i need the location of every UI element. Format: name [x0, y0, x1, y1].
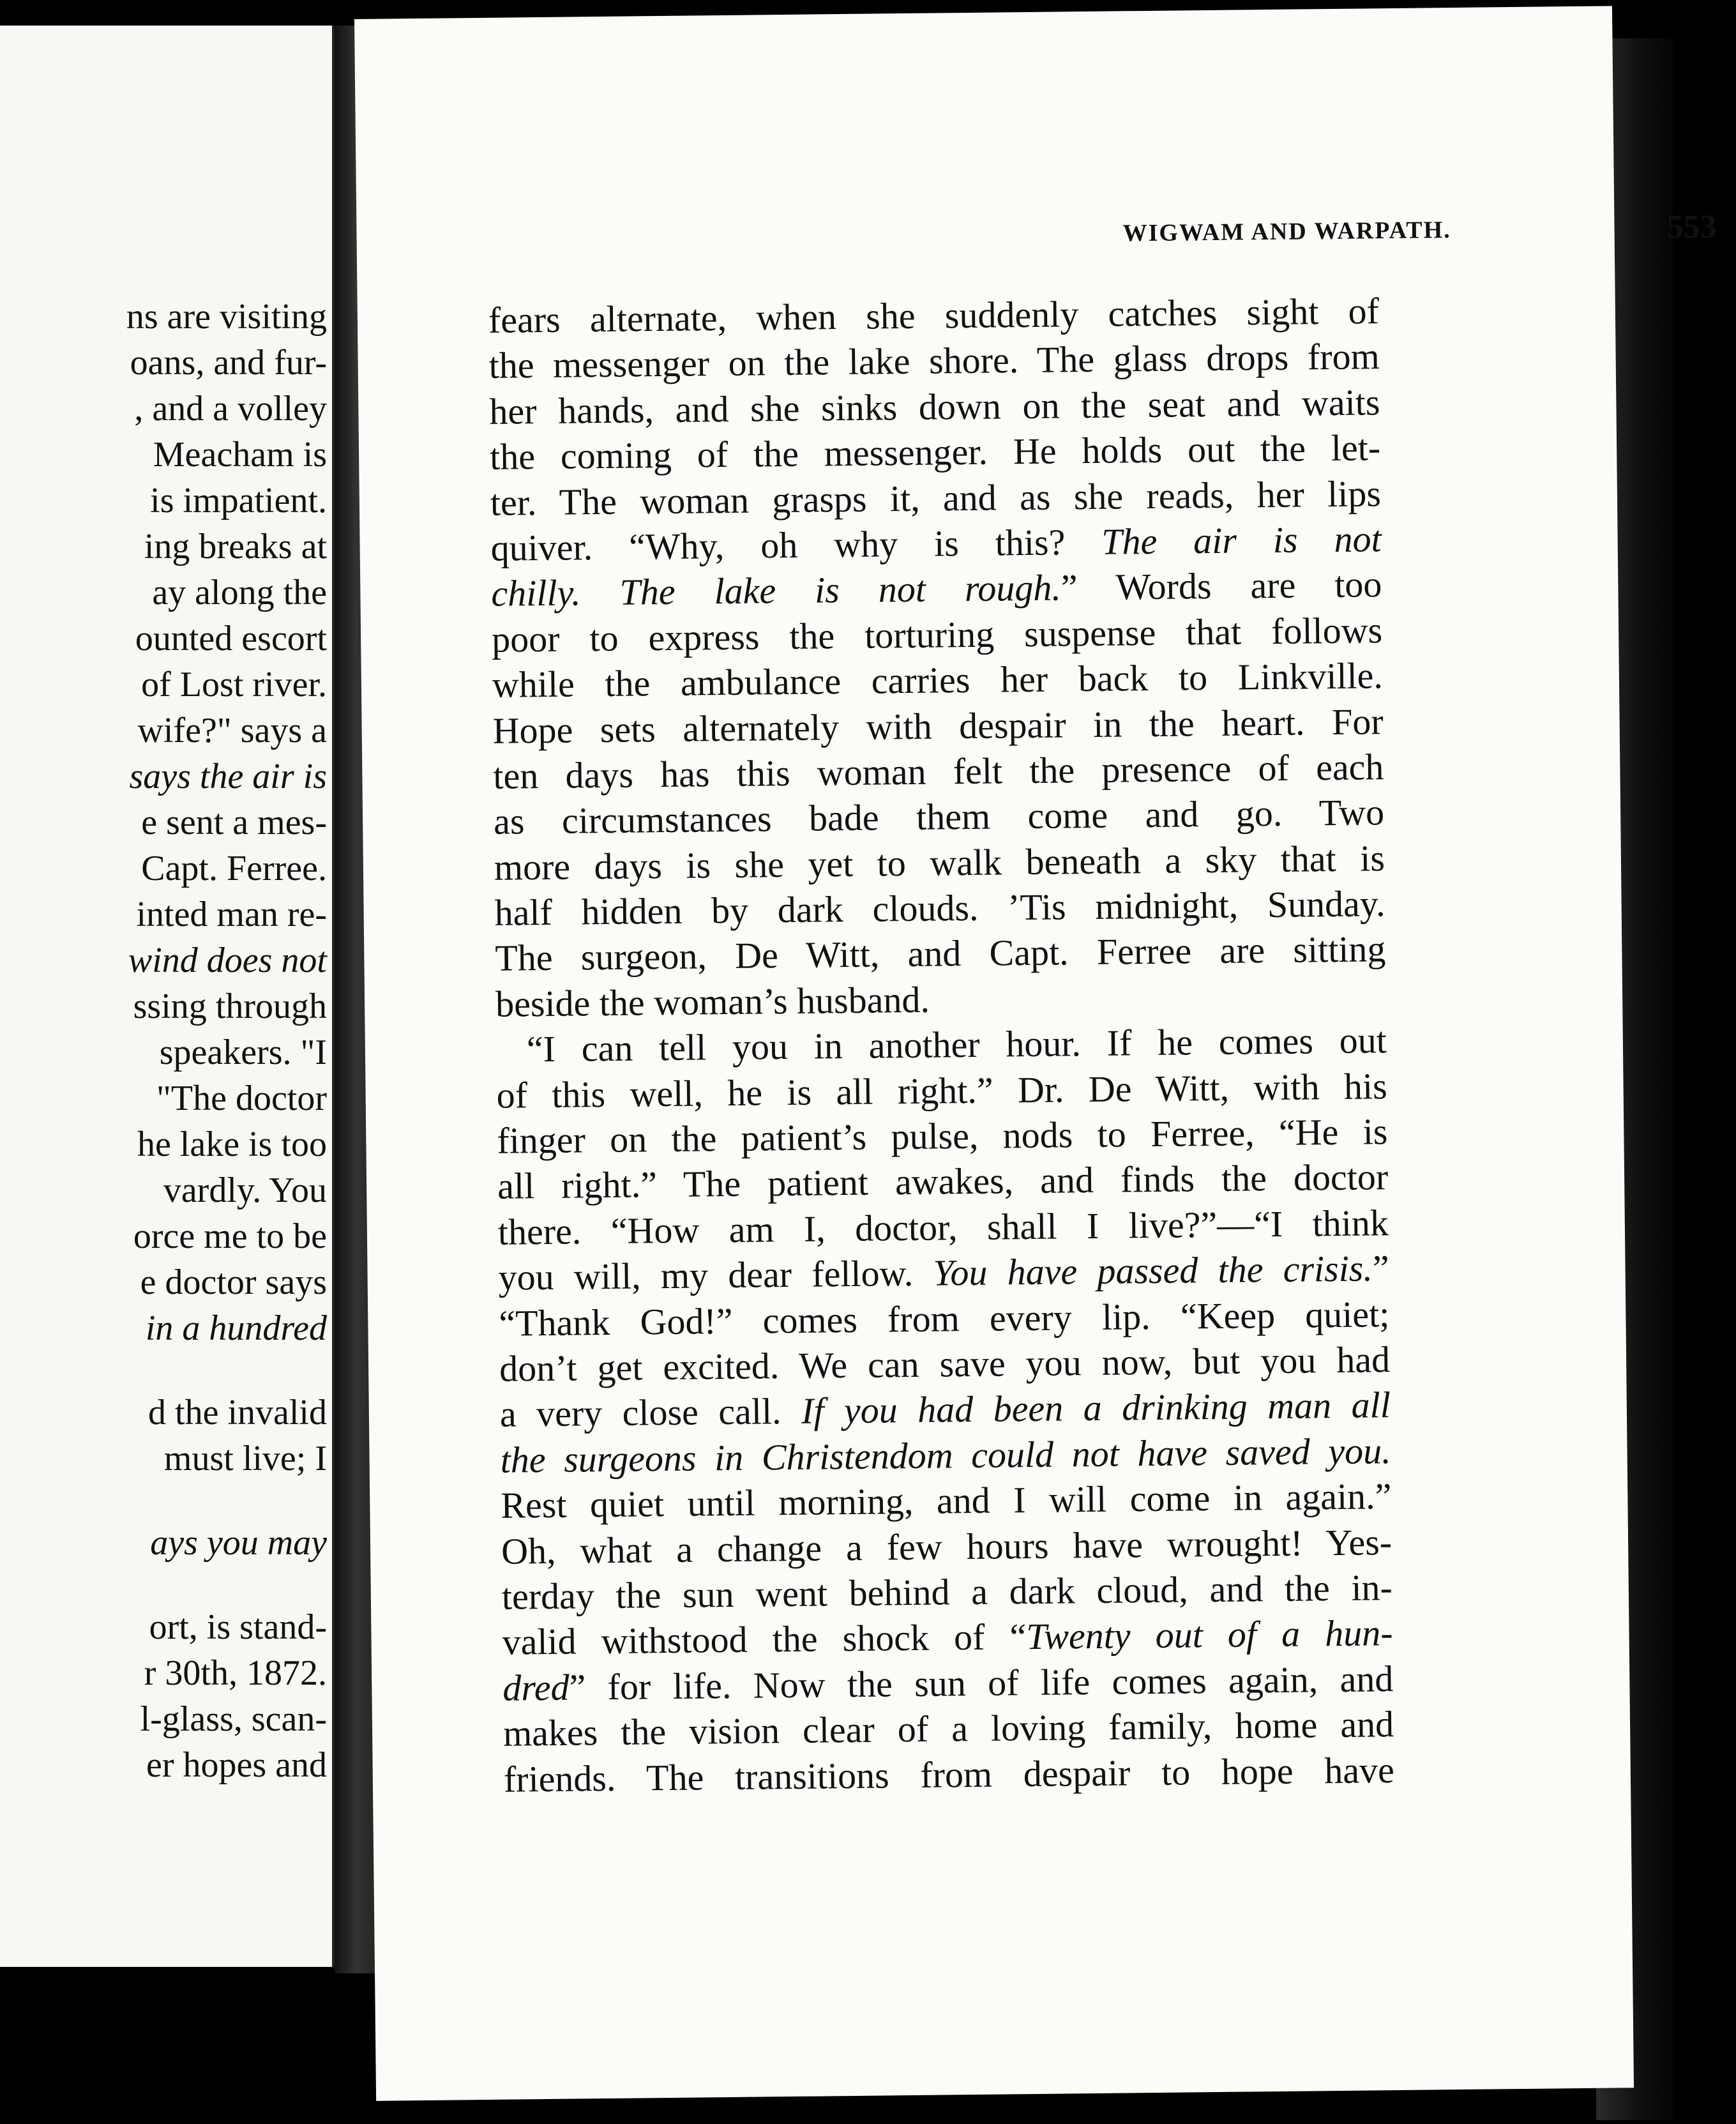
text-run: don’t get excited. We can save you now, but you had: [499, 1339, 1391, 1390]
left-page-line: wind does not: [128, 941, 327, 980]
left-page-line: d the invalid: [148, 1393, 327, 1432]
right-page: [354, 6, 1717, 2100]
italic-text: The air is not: [1101, 518, 1382, 563]
left-page-line: must live; I: [163, 1439, 327, 1478]
left-page-line: e doctor says: [140, 1263, 327, 1302]
text-run: makes the vision clear of a loving family, home and: [502, 1703, 1394, 1754]
left-page: [0, 26, 335, 1967]
text-run: the messenger on the lake shore. The glass drops from: [488, 335, 1380, 387]
left-page-line: er hopes and: [146, 1745, 327, 1785]
text-run: while the ambulance carries her back to Linkville.: [492, 655, 1384, 706]
text-run: her hands, and she sinks down on the seat and waits: [489, 381, 1380, 432]
italic-text: dred: [502, 1666, 570, 1709]
text-line: [503, 1747, 1394, 1802]
text-run: “I can tell you in another hour. If he comes out: [526, 1019, 1387, 1070]
left-page-gap: [0, 1566, 327, 1604]
left-page-line: ns are visiting: [126, 297, 327, 337]
text-run: ” for life. Now the sun of life comes again, and: [569, 1657, 1394, 1708]
text-run: as circumstances bade them come and go. Two: [493, 791, 1385, 843]
text-run: Rest quiet until morning, and I will come in again.”: [501, 1475, 1392, 1526]
left-page-line: ounted escort: [135, 619, 327, 658]
text-run: finger on the patient’s pulse, nods to Ferree, “He is: [497, 1111, 1388, 1162]
italic-text: chilly. The lake is not rough.: [491, 566, 1062, 615]
text-run: half hidden by dark clouds. ’Tis midnight, Sunday.: [494, 883, 1385, 934]
text-run: ”: [1372, 1247, 1389, 1289]
left-page-line: wife?" says a: [137, 711, 327, 750]
text-run: Oh, what a change a few hours have wrought! Yes-: [501, 1521, 1393, 1572]
left-page-line: e sent a mes-: [141, 803, 327, 842]
italic-text: You have passed the crisis.: [933, 1247, 1373, 1294]
left-page-line: l-glass, scan-: [140, 1699, 327, 1739]
text-run: poor to express the torturing suspense that follows: [491, 609, 1383, 660]
left-page-line: orce me to be: [133, 1217, 327, 1256]
left-page-line: r 30th, 1872.: [144, 1653, 327, 1693]
text-line: [495, 927, 1386, 982]
text-run: there. “How am I, doctor, shall I live?”—“I think: [497, 1201, 1389, 1253]
text-run: beside the woman’s husband.: [495, 978, 930, 1025]
text-run: more days is she yet to walk beneath a sky that is: [494, 837, 1385, 888]
left-page-line: "The doctor: [156, 1079, 327, 1118]
text-run: ter. The woman grasps it, and as she reads, her lips: [490, 472, 1382, 524]
text-run: quiver. “Why, oh why is this?: [490, 520, 1102, 569]
text-run: friends. The transitions from despair to hope have: [503, 1749, 1395, 1800]
left-page-line: oans, and fur-: [130, 343, 327, 383]
left-page-line: ing breaks at: [144, 527, 327, 566]
text-run: The surgeon, De Witt, and Capt. Ferree are sitting: [495, 928, 1386, 980]
left-page-line: inted man re-: [136, 895, 327, 934]
left-page-line: says the air is: [129, 757, 327, 796]
running-head: [765, 208, 1717, 268]
body-text: [488, 288, 1395, 1802]
text-run: Hope sets alternately with despair in the heart. For: [492, 700, 1384, 752]
text-run: “Thank God!” comes from every lip. “Keep quiet;: [499, 1293, 1390, 1344]
left-page-line: Meacham is: [153, 435, 327, 474]
left-page-line: vardly. You: [163, 1171, 327, 1210]
left-page-line: ay along the: [152, 573, 327, 612]
text-run: of this well, he is all right.” Dr. De Witt, with his: [496, 1065, 1387, 1116]
left-page-line: is impatient.: [150, 481, 327, 520]
italic-text: the surgeons in Christendom could not have saved you.: [500, 1429, 1391, 1481]
text-run: fears alternate, when she suddenly catches sight of: [488, 290, 1380, 341]
italic-text: If you had been a drinking man all: [801, 1384, 1391, 1432]
left-page-line: he lake is too: [137, 1125, 327, 1164]
left-page-line: speakers. "I: [159, 1033, 327, 1072]
text-run: terday the sun went behind a dark cloud, and the in-: [501, 1566, 1393, 1618]
left-page-line: in a hundred: [145, 1309, 327, 1348]
text-run: ” Words are too: [1060, 563, 1382, 609]
text-run: a very close call.: [499, 1390, 802, 1436]
text-run: all right.” The patient awakes, and finds the doctor: [497, 1156, 1389, 1208]
left-page-gap: [0, 1482, 327, 1520]
text-run: you will, my dear fellow.: [498, 1252, 933, 1298]
left-page-line: ort, is stand-: [149, 1607, 327, 1647]
left-page-line: of Lost river.: [141, 665, 327, 704]
text-run: ten days has this woman felt the presence of each: [493, 746, 1384, 797]
text-run: valid withstood the shock of “: [502, 1616, 1027, 1664]
italic-text: Twenty out of a hun-: [1025, 1612, 1393, 1658]
running-title: WIGWAM AND WARPATH.: [1122, 216, 1451, 247]
left-page-line: ays you may: [150, 1523, 327, 1563]
left-page-text: [0, 294, 327, 1788]
page-number: 553: [1666, 208, 1717, 246]
left-page-gap: [0, 1351, 327, 1390]
text-run: the coming of the messenger. He holds out the let-: [489, 427, 1381, 478]
left-page-line: , and a volley: [134, 389, 327, 429]
left-page-line: Capt. Ferree.: [141, 849, 327, 888]
left-page-line: ssing through: [133, 987, 327, 1026]
